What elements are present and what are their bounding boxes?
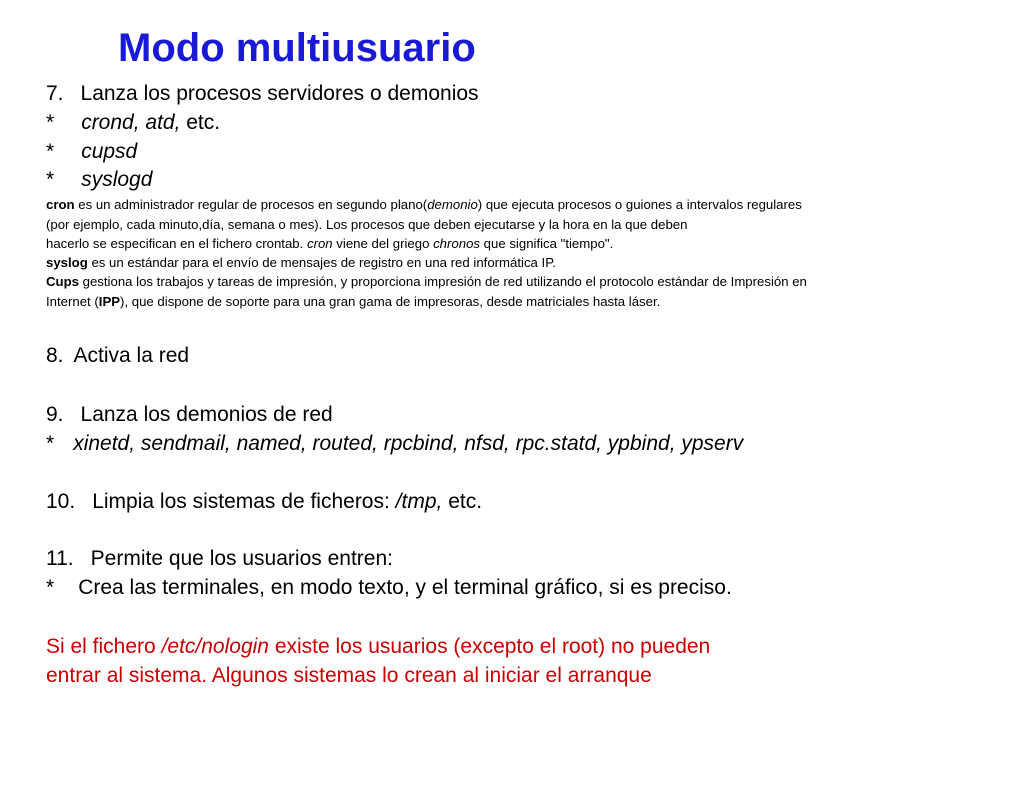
step-text: Lanza los demonios de red [80,403,333,426]
note-term: syslog [46,255,88,270]
bullet-terminals [46,576,732,600]
note-term: cron [46,197,75,212]
bullet-marker: * [46,576,55,599]
step-9-heading [46,403,333,427]
step-number: 8. [46,344,64,367]
warning-line-2 [46,664,652,688]
bullet-crond [46,111,220,135]
warning-italic: /etc/nologin [161,635,269,658]
note-term: Cups [46,274,79,289]
note-bold: IPP [98,294,121,309]
bullet-marker: * [46,168,55,191]
note-text: ) que ejecuta procesos o guiones a intervalos regulares [477,197,802,212]
slide-title: Modo multiusuario [118,26,476,70]
step-number: 9. [46,403,64,426]
note-cron-line-2 [46,217,687,232]
bullet-marker: * [46,432,55,455]
bullet-rest: etc. [180,111,221,134]
bullet-network-daemons [46,432,743,456]
note-text: ), que dispone de soporte para una gran gama de impresoras, desde matriciales hasta láser. [120,294,661,309]
note-syslog [46,255,556,270]
bullet-marker: * [46,140,55,163]
note-text: Internet ( [46,294,99,309]
note-cron-line-1 [46,197,802,212]
step-italic: /tmp, [395,490,443,513]
warning-text: entrar al sistema. Algunos sistemas lo crean al iniciar el arranque [46,664,652,687]
note-italic: cron [306,236,333,251]
step-number: 11. [46,547,74,570]
bullet-italic: xinetd, sendmail, named, routed, rpcbind, nfsd, rpc.statd, ypbind, ypserv [73,432,744,455]
note-text: gestiona los trabajos y tareas de impresión, y proporciona impresión de red utilizando el protocolo estándar de Impresión en [78,274,807,289]
note-italic: chronos [433,236,480,251]
note-text: hacerlo se especifican en el fichero crontab. [46,236,307,251]
note-text: (por ejemplo, cada minuto,día, semana o mes). Los procesos que deben ejecutarse y la hora en la que deben [46,217,688,232]
step-10-heading [46,490,482,514]
note-cups-line-1 [46,274,807,289]
step-rest: etc. [442,490,483,513]
step-number: 7. [46,82,64,105]
note-text: es un administrador regular de procesos en segundo plano( [74,197,428,212]
note-text: es un estándar para el envío de mensajes de registro en una red informática IP. [87,255,556,270]
note-text: que significa "tiempo". [480,236,614,251]
step-11-heading [46,547,393,571]
bullet-text: Crea las terminales, en modo texto, y el terminal gráfico, si es preciso. [78,576,732,599]
step-text: Permite que los usuarios entren: [90,547,393,570]
bullet-marker: * [46,111,55,134]
warning-line-1 [46,635,710,659]
step-7-heading [46,82,479,106]
note-cron-line-3 [46,236,613,251]
step-8-heading [46,344,189,368]
note-text: viene del griego [332,236,434,251]
bullet-syslogd [46,168,152,192]
warning-text: existe los usuarios (excepto el root) no pueden [268,635,711,658]
warning-text: Si el fichero [46,635,162,658]
bullet-italic: cupsd [81,140,138,163]
bullet-cupsd [46,140,137,164]
step-text: Lanza los procesos servidores o demonios [80,82,479,105]
note-cups-line-2 [46,294,660,309]
step-number: 10. [46,490,76,513]
note-italic: demonio [427,197,478,212]
bullet-italic: crond, atd, [81,111,181,134]
step-text: Activa la red [73,344,190,367]
step-text: Limpia los sistemas de ficheros: [92,490,396,513]
bullet-italic: syslogd [81,168,153,191]
